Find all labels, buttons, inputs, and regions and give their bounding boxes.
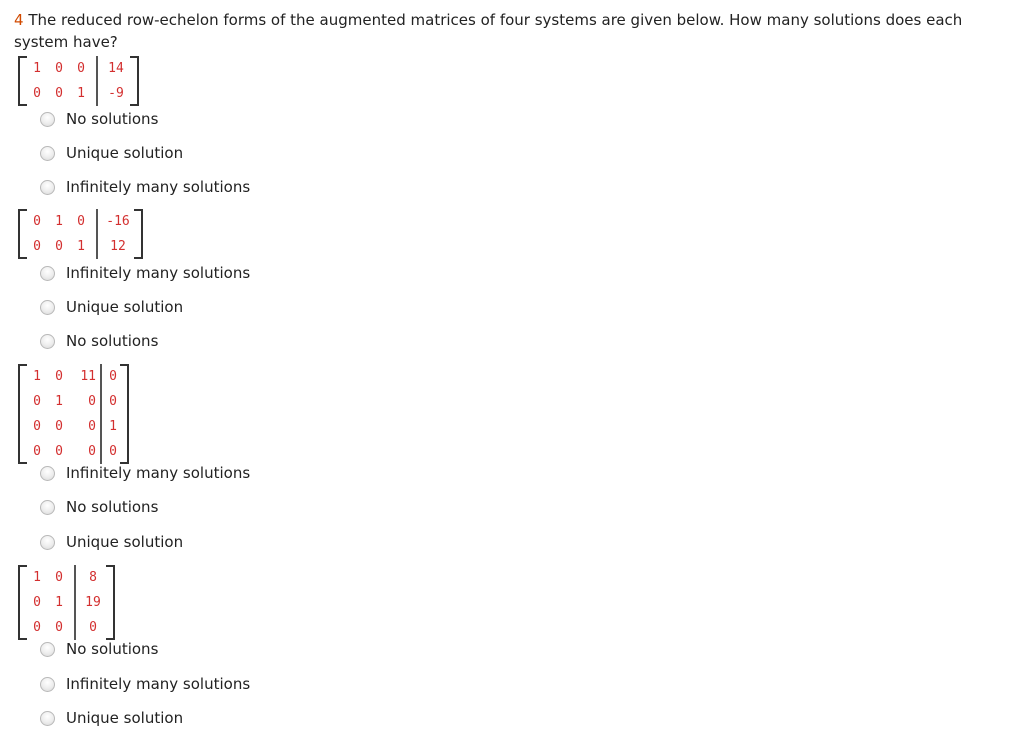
matrix-entry: 0: [55, 61, 63, 76]
matrix-entry: 0: [77, 61, 85, 76]
matrix-entry: 0: [33, 239, 41, 254]
matrix-entry: 0: [55, 369, 63, 384]
matrix-entry: 0: [55, 239, 63, 254]
matrix-augmented-entry: -9: [96, 81, 131, 106]
radio-button-icon[interactable]: [40, 112, 55, 127]
option-label: Unique solution: [66, 533, 184, 551]
matrix-row: [26, 389, 121, 414]
matrix-1: [18, 56, 139, 106]
option-infinitely-many-solutions[interactable]: [40, 675, 250, 693]
matrix-entry: 0: [88, 419, 96, 434]
matrix-entry: 0: [88, 394, 96, 409]
matrix-augmented-entry: 14: [96, 56, 131, 81]
matrix-entry: 0: [55, 419, 63, 434]
option-label: No solutions: [66, 332, 159, 350]
option-no-solutions[interactable]: [40, 498, 158, 516]
matrix-augmented-entry: 12: [96, 234, 135, 259]
radio-button-icon[interactable]: [40, 677, 55, 692]
question-text: [14, 9, 1010, 53]
matrix-entry: 1: [33, 570, 41, 585]
matrix-entry: 0: [55, 620, 63, 635]
matrix-entry: 0: [33, 214, 41, 229]
option-unique-solution[interactable]: [40, 144, 183, 162]
matrix-entry: 0: [33, 444, 41, 459]
option-infinitely-many-solutions[interactable]: [40, 264, 250, 282]
radio-button-icon[interactable]: [40, 180, 55, 195]
option-no-solutions[interactable]: [40, 640, 158, 658]
radio-button-icon[interactable]: [40, 642, 55, 657]
matrix-augmented-entry: 0: [100, 389, 121, 414]
matrix-entry: 0: [33, 394, 41, 409]
radio-button-icon[interactable]: [40, 266, 55, 281]
matrix-augmented-entry: 0: [100, 364, 121, 389]
matrix-augmented-entry: 1: [100, 414, 121, 439]
option-label: Unique solution: [66, 709, 184, 727]
matrix-entry: 1: [55, 595, 63, 610]
option-infinitely-many-solutions[interactable]: [40, 464, 250, 482]
matrix-entry: 0: [33, 419, 41, 434]
matrix-augmented-entry: 0: [100, 439, 121, 464]
option-infinitely-many-solutions[interactable]: [40, 178, 250, 196]
matrix-row: [26, 414, 121, 439]
matrix-entry: 0: [88, 444, 96, 459]
option-label: Unique solution: [66, 298, 184, 316]
option-no-solutions[interactable]: [40, 332, 158, 350]
matrix-entry: 1: [77, 239, 85, 254]
option-label: Infinitely many solutions: [66, 264, 251, 282]
matrix-2: [18, 209, 143, 259]
option-label: No solutions: [66, 110, 159, 128]
matrix-entry: 0: [55, 570, 63, 585]
matrix-augmented-entry: 8: [74, 565, 107, 590]
matrix-entry: 1: [55, 214, 63, 229]
matrix-row: [26, 234, 135, 259]
option-label: Infinitely many solutions: [66, 675, 251, 693]
question-prompt: The reduced row-echelon forms of the augmented matrices of four systems are given below. How many solutions does each system have?: [14, 11, 963, 51]
option-label: Unique solution: [66, 144, 184, 162]
matrix-4: [18, 565, 115, 640]
radio-button-icon[interactable]: [40, 300, 55, 315]
question-number: 4: [14, 11, 24, 29]
option-no-solutions[interactable]: [40, 110, 158, 128]
matrix-augmented-entry: 19: [74, 590, 107, 615]
matrix-row: [26, 439, 121, 464]
matrix-entry: 1: [77, 86, 85, 101]
option-label: Infinitely many solutions: [66, 464, 251, 482]
matrix-row: [26, 615, 107, 640]
matrix-augmented-entry: -16: [96, 209, 135, 234]
matrix-augmented-entry: 0: [74, 615, 107, 640]
radio-button-icon[interactable]: [40, 535, 55, 550]
radio-button-icon[interactable]: [40, 146, 55, 161]
option-unique-solution[interactable]: [40, 298, 183, 316]
matrix-entry: 11: [80, 369, 96, 384]
matrix-entry: 0: [33, 620, 41, 635]
matrix-row: [26, 56, 131, 81]
option-unique-solution[interactable]: [40, 709, 183, 727]
radio-button-icon[interactable]: [40, 466, 55, 481]
option-label: No solutions: [66, 640, 159, 658]
matrix-entry: 1: [55, 394, 63, 409]
matrix-row: [26, 590, 107, 615]
matrix-entry: 0: [77, 214, 85, 229]
matrix-entry: 1: [33, 61, 41, 76]
option-label: No solutions: [66, 498, 159, 516]
matrix-entry: 0: [33, 595, 41, 610]
radio-button-icon[interactable]: [40, 500, 55, 515]
matrix-entry: 0: [55, 444, 63, 459]
matrix-entry: 0: [55, 86, 63, 101]
matrix-row: [26, 81, 131, 106]
matrix-3: [18, 364, 129, 464]
option-unique-solution[interactable]: [40, 533, 183, 551]
matrix-entry: 1: [33, 369, 41, 384]
matrix-row: [26, 209, 135, 234]
matrix-row: [26, 364, 121, 389]
matrix-row: [26, 565, 107, 590]
option-label: Infinitely many solutions: [66, 178, 251, 196]
radio-button-icon[interactable]: [40, 711, 55, 726]
radio-button-icon[interactable]: [40, 334, 55, 349]
matrix-entry: 0: [33, 86, 41, 101]
